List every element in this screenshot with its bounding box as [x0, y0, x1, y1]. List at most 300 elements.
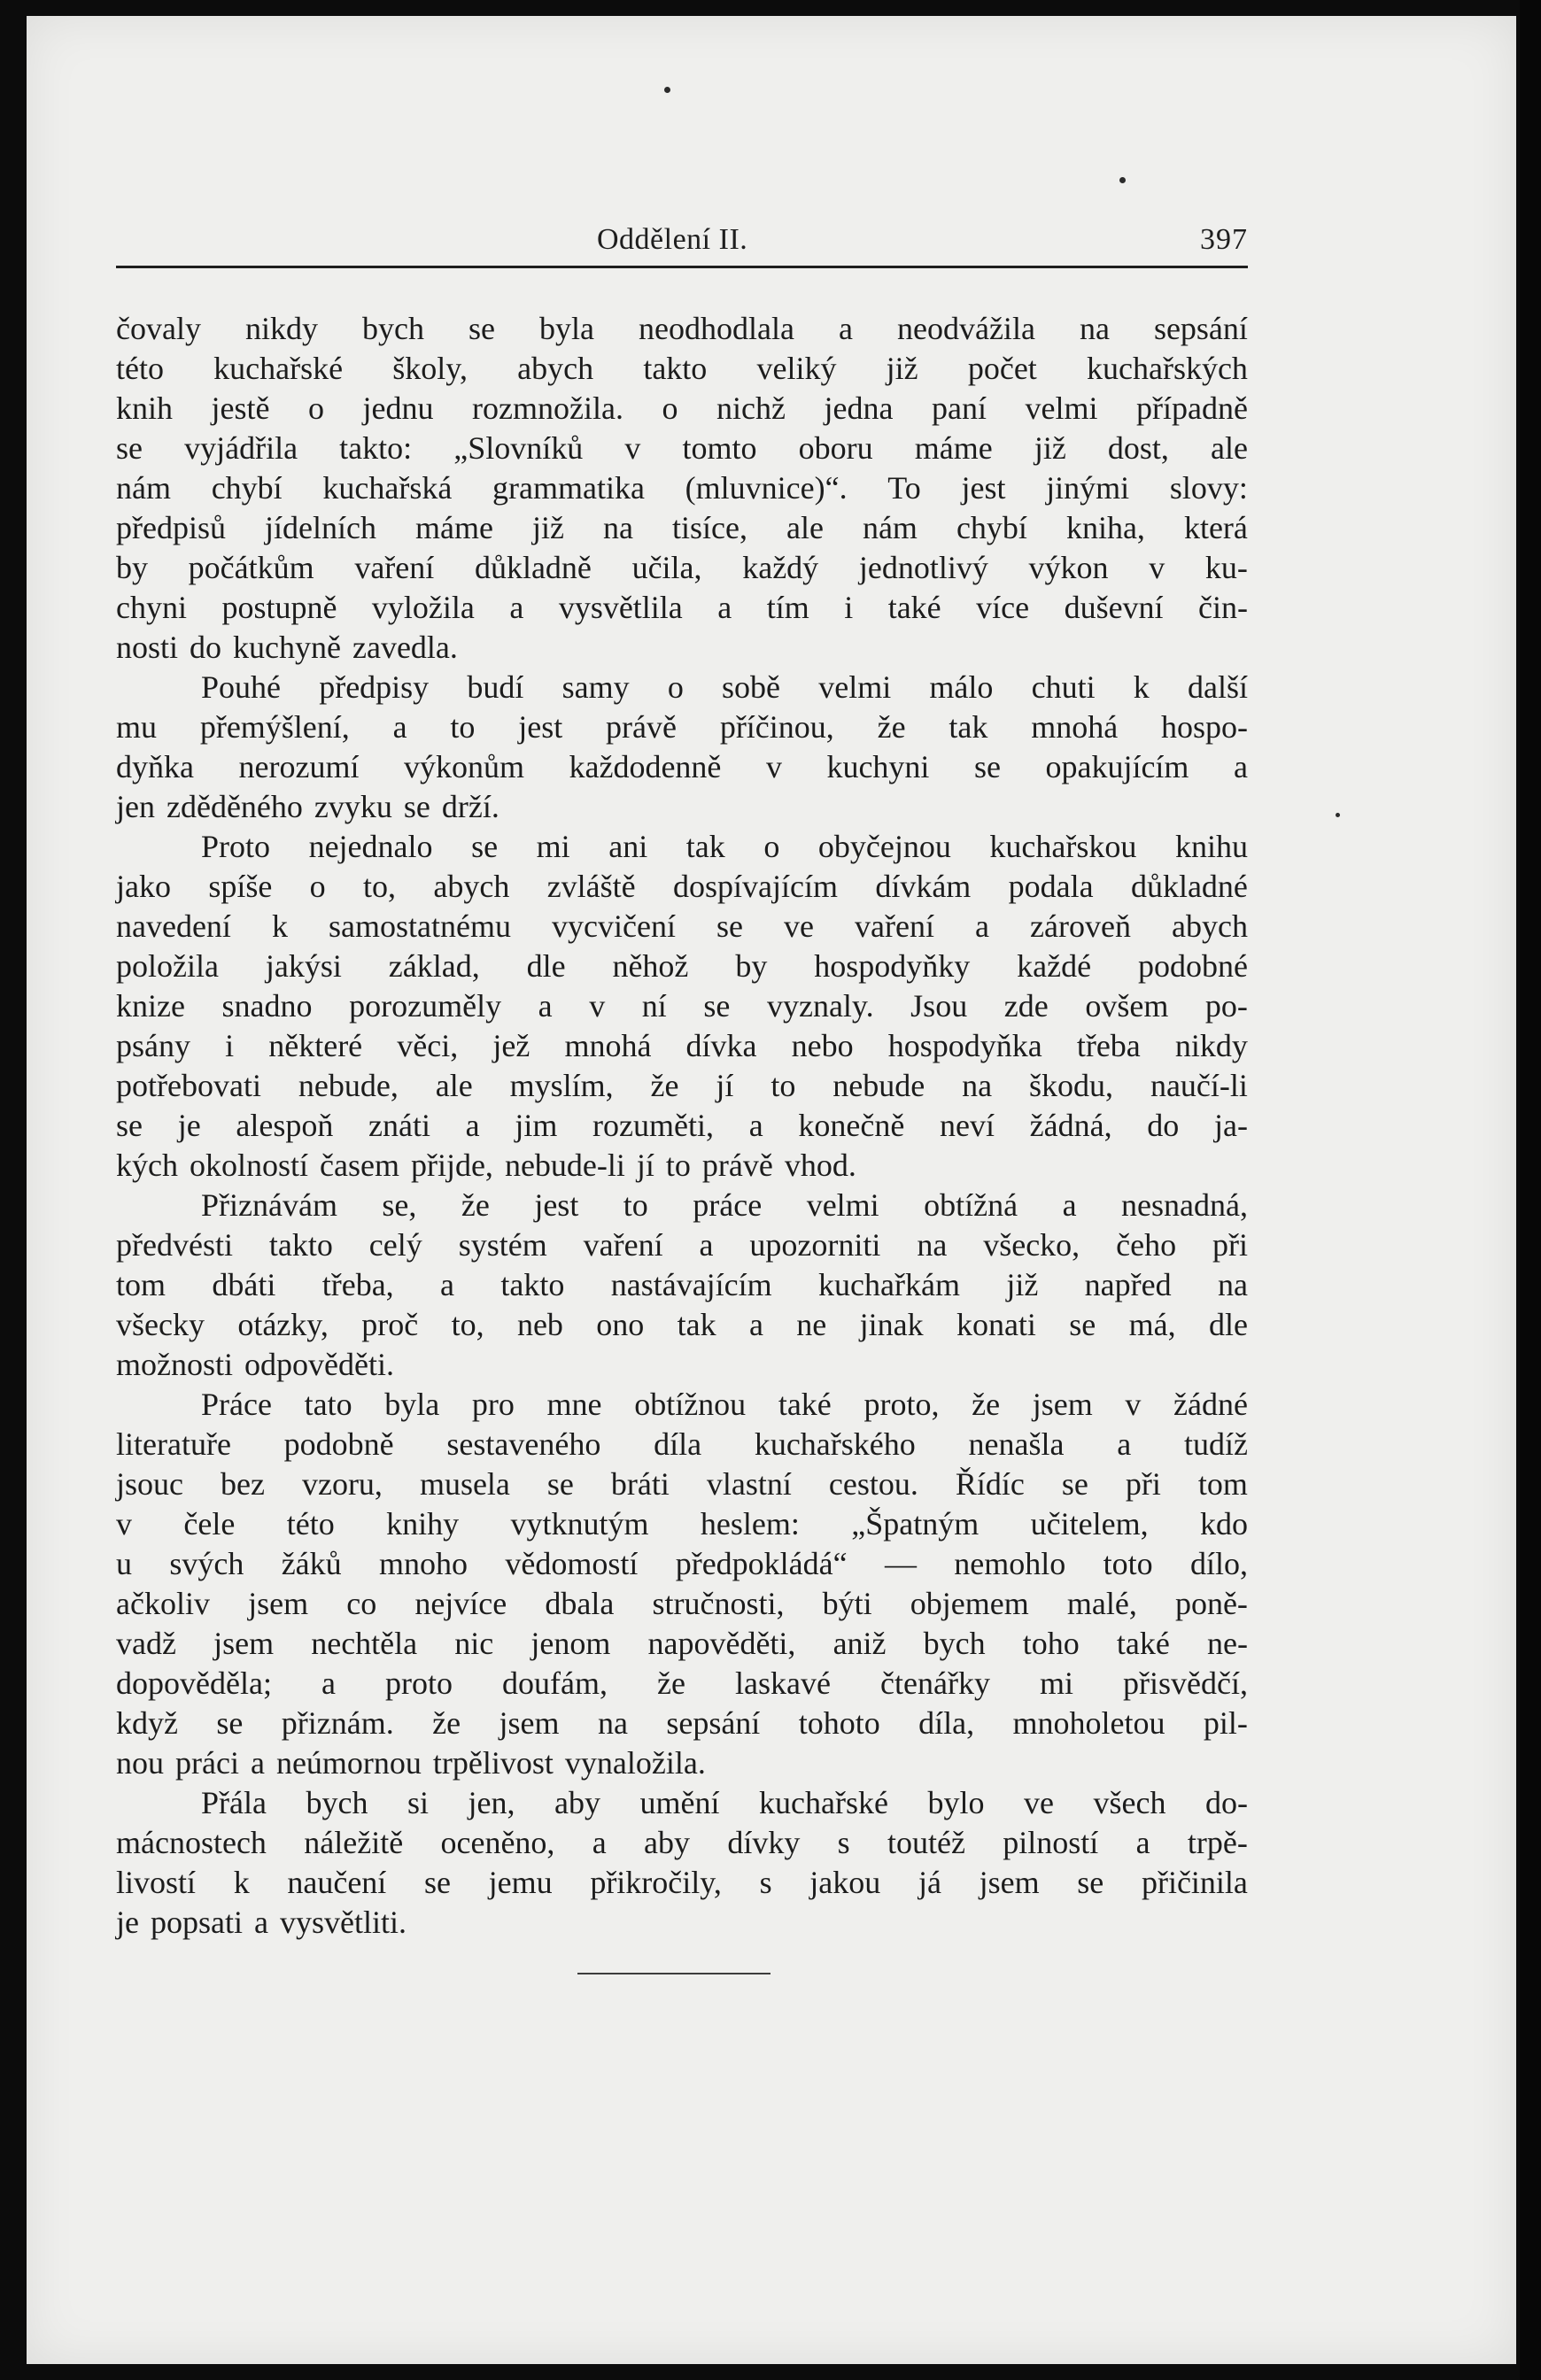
- word: učila,: [631, 550, 702, 585]
- word: vytknutým: [510, 1506, 649, 1542]
- word: tak: [949, 709, 988, 745]
- text-line: [116, 1265, 1248, 1305]
- word: této: [286, 1506, 335, 1542]
- word: toto: [1103, 1546, 1153, 1581]
- word: jsouc: [116, 1466, 183, 1502]
- word: nichž: [716, 390, 786, 426]
- word: by: [735, 948, 768, 984]
- word: abych: [1172, 908, 1248, 944]
- word: takto: [643, 351, 708, 386]
- word: že: [461, 1187, 490, 1223]
- word: také: [1116, 1626, 1170, 1661]
- word: dívkám: [875, 869, 972, 904]
- word: při: [1212, 1227, 1248, 1263]
- word: jsem: [1032, 1387, 1093, 1422]
- word: jakýsi: [265, 948, 342, 984]
- word: nám: [862, 510, 918, 545]
- paragraph: [116, 827, 1248, 1186]
- word: která: [1183, 510, 1248, 545]
- word: ve: [784, 908, 814, 944]
- word: opakujícím: [1045, 749, 1189, 784]
- paper-speck: [664, 87, 670, 93]
- word: právě: [606, 709, 677, 745]
- word: žádné: [1173, 1387, 1248, 1422]
- word: se: [1077, 1865, 1104, 1900]
- word: naučení: [287, 1865, 387, 1900]
- word: a: [699, 1227, 714, 1263]
- word: možnosti: [116, 1347, 233, 1382]
- word: potřebovati: [116, 1068, 261, 1103]
- word: o: [662, 390, 678, 426]
- word: vadž: [116, 1626, 176, 1661]
- word: a: [592, 1825, 607, 1860]
- word: přiznám.: [281, 1705, 394, 1741]
- word: již: [1006, 1267, 1039, 1302]
- word: trpě-: [1187, 1825, 1248, 1860]
- word: jedna: [824, 390, 894, 426]
- word: práce: [693, 1187, 763, 1223]
- word: dyňka: [116, 749, 194, 784]
- text-line: [116, 628, 1248, 668]
- word: snadno: [221, 988, 313, 1024]
- word: dle: [526, 948, 566, 984]
- word: díla: [654, 1426, 702, 1462]
- word: to: [770, 1068, 796, 1103]
- word: nebude: [832, 1068, 925, 1103]
- word: odpověděti.: [244, 1347, 394, 1382]
- word: nikdy: [244, 311, 318, 346]
- word: ale: [1211, 430, 1248, 466]
- word: také: [887, 590, 941, 625]
- word: kuchařské: [213, 351, 344, 386]
- word: umění: [639, 1785, 720, 1820]
- word: také: [778, 1387, 832, 1422]
- word: porozuměly: [349, 988, 502, 1024]
- word: byla: [384, 1387, 440, 1422]
- word: předvésti: [116, 1227, 233, 1263]
- word: jinými: [1046, 470, 1130, 506]
- word: jen: [116, 789, 155, 824]
- word: třeba,: [321, 1267, 394, 1302]
- word: myslím,: [509, 1068, 614, 1103]
- word: na: [962, 1068, 993, 1103]
- word: nerozumí: [238, 749, 360, 784]
- word: proto: [385, 1665, 453, 1701]
- word: vysvětliti.: [279, 1905, 407, 1940]
- word: jí: [636, 1148, 654, 1183]
- word: náležitě: [304, 1825, 404, 1860]
- paper-speck: [1336, 813, 1340, 817]
- word: kuchařská: [322, 470, 453, 506]
- word: grammatika: [492, 470, 645, 506]
- word: nejednalo: [308, 829, 433, 864]
- word: mi: [536, 829, 570, 864]
- word: čele: [183, 1506, 236, 1542]
- word: popsati: [150, 1905, 243, 1940]
- word: dost,: [1107, 430, 1169, 466]
- word: doufám,: [502, 1665, 608, 1701]
- word: vysvětlila: [558, 590, 683, 625]
- word: kých: [116, 1148, 178, 1183]
- word: Přiznávám: [201, 1187, 337, 1223]
- word: To: [887, 470, 921, 506]
- word: a: [250, 1745, 265, 1781]
- word: vhod.: [784, 1148, 856, 1183]
- word: předpisy: [319, 669, 430, 705]
- word: tak: [685, 829, 725, 864]
- word: naučí-li: [1150, 1068, 1248, 1103]
- word: vědomostí: [505, 1546, 639, 1581]
- word: nikdy: [1174, 1028, 1248, 1063]
- word: mnoho: [379, 1546, 468, 1581]
- text-line: [116, 1305, 1248, 1345]
- word: takto:: [339, 430, 413, 466]
- header-rule: [116, 266, 1248, 268]
- word: pro: [471, 1387, 515, 1422]
- text-line: [116, 468, 1248, 508]
- word: učitelem,: [1030, 1506, 1149, 1542]
- word: právě: [701, 1148, 773, 1183]
- word: důkladně: [474, 550, 592, 585]
- word: jsem: [979, 1865, 1040, 1900]
- word: ku-: [1204, 550, 1248, 585]
- word: a: [839, 311, 853, 346]
- word: malé,: [1066, 1586, 1137, 1621]
- word: „Slovníků: [453, 430, 584, 466]
- word: samostatnému: [329, 908, 511, 944]
- word: bych: [306, 1785, 368, 1820]
- word: literatuře: [116, 1426, 231, 1462]
- word: jež: [492, 1028, 530, 1063]
- word: vyložila: [371, 590, 475, 625]
- word: budí: [467, 669, 524, 705]
- word: jen,: [468, 1785, 515, 1820]
- word: a: [392, 709, 407, 745]
- word: třeba: [1076, 1028, 1141, 1063]
- word: a: [1233, 749, 1248, 784]
- word: já: [918, 1865, 941, 1900]
- word: se: [468, 311, 496, 346]
- word: chybí: [956, 510, 1027, 545]
- paragraph: [116, 1385, 1248, 1783]
- word: trpělivost: [432, 1745, 554, 1781]
- word: v: [1149, 550, 1165, 585]
- word: proto,: [863, 1387, 940, 1422]
- text-line: [116, 389, 1248, 429]
- word: se: [716, 908, 743, 944]
- word: knih: [116, 390, 174, 426]
- word: vynaložila.: [564, 1745, 706, 1781]
- word: je: [116, 1905, 139, 1940]
- word: jí: [716, 1068, 734, 1103]
- text-line: [116, 588, 1248, 628]
- page-number: 397: [1200, 223, 1248, 256]
- word: mnohá: [1031, 709, 1119, 745]
- word: takto: [500, 1267, 565, 1302]
- word: na: [597, 1705, 628, 1741]
- word: sepsání: [1153, 311, 1248, 346]
- word: Pouhé: [201, 669, 281, 705]
- word: přikročily,: [590, 1865, 722, 1900]
- word: to,: [363, 869, 397, 904]
- word: aby: [554, 1785, 600, 1820]
- word: na: [1079, 311, 1110, 346]
- text-line: [116, 548, 1248, 588]
- word: kuchařských: [1087, 351, 1248, 386]
- word: otázky,: [237, 1307, 329, 1342]
- word: sestaveného: [446, 1426, 601, 1462]
- word: nám: [116, 470, 171, 506]
- word: jídelních: [265, 510, 376, 545]
- word: toutéž: [887, 1825, 965, 1860]
- word: bráti: [610, 1466, 670, 1502]
- word: hospodyňka: [887, 1028, 1042, 1063]
- word: do: [190, 630, 222, 665]
- word: některé: [268, 1028, 363, 1063]
- word: obyčejnou: [817, 829, 951, 864]
- word: po-: [1204, 988, 1248, 1024]
- word: více: [976, 590, 1030, 625]
- word: každý: [742, 550, 819, 585]
- word: se,: [382, 1187, 417, 1223]
- word: položila: [116, 948, 219, 984]
- word: konečně: [798, 1108, 905, 1143]
- word: nechtěla: [311, 1626, 418, 1661]
- word: se: [973, 749, 1001, 784]
- word: konati: [956, 1307, 1036, 1342]
- word: ne-: [1207, 1626, 1248, 1661]
- word: že: [972, 1387, 1001, 1422]
- word: oceněno,: [440, 1825, 555, 1860]
- text-line: [116, 1743, 1248, 1783]
- word: vyznaly.: [766, 988, 874, 1024]
- word: mi: [1039, 1665, 1073, 1701]
- word: i: [225, 1028, 235, 1063]
- word: tomto: [682, 430, 757, 466]
- word: ono: [596, 1307, 645, 1342]
- word: Jsou: [910, 988, 968, 1024]
- end-rule: [577, 1973, 770, 1974]
- word: u: [116, 1546, 132, 1581]
- word: věci,: [397, 1028, 459, 1063]
- word: pilností: [1003, 1825, 1099, 1860]
- word: jestě: [211, 390, 270, 426]
- word: že: [877, 709, 906, 745]
- word: podobné: [1137, 948, 1248, 984]
- word: co: [346, 1586, 377, 1621]
- word: vycvičení: [552, 908, 676, 944]
- word: hospo-: [1160, 709, 1248, 745]
- word: výkon: [1028, 550, 1109, 585]
- text-line: [116, 1464, 1248, 1504]
- word: by: [116, 550, 148, 585]
- word: a: [748, 1108, 763, 1143]
- word: vyjádřila: [184, 430, 298, 466]
- word: nenašla: [968, 1426, 1065, 1462]
- word: v: [589, 988, 606, 1024]
- word: se: [471, 829, 499, 864]
- scan-edge: [1520, 0, 1541, 2380]
- word: k: [271, 908, 288, 944]
- word: že: [650, 1068, 679, 1103]
- word: chuti: [1031, 669, 1096, 705]
- word: a: [748, 1307, 763, 1342]
- text-line: [116, 1066, 1248, 1106]
- text-line: [116, 1106, 1248, 1146]
- text-line: [116, 1863, 1248, 1903]
- word: o: [309, 869, 326, 904]
- word: ja-: [1213, 1108, 1248, 1143]
- word: mácnostech: [116, 1825, 267, 1860]
- word: již: [531, 510, 564, 545]
- word: ní: [641, 988, 667, 1024]
- word: upozorniti: [749, 1227, 881, 1263]
- word: jinak: [859, 1307, 924, 1342]
- word: nebo: [791, 1028, 854, 1063]
- word: nic: [454, 1626, 494, 1661]
- word: —: [884, 1546, 917, 1581]
- word: o: [308, 390, 325, 426]
- word: již: [886, 351, 918, 386]
- word: a: [1117, 1426, 1132, 1462]
- word: další: [1187, 669, 1248, 705]
- word: chybí: [211, 470, 283, 506]
- word: že: [657, 1665, 685, 1701]
- word: předpisů: [116, 510, 226, 545]
- word: čovaly: [116, 311, 201, 346]
- word: rozuměti,: [592, 1108, 714, 1143]
- text-line: [116, 1345, 1248, 1385]
- word: jednotlivý: [858, 550, 988, 585]
- text-line: [116, 508, 1248, 548]
- word: a: [538, 988, 553, 1024]
- word: každodenně: [569, 749, 722, 784]
- word: s: [837, 1825, 850, 1860]
- word: heslem:: [700, 1506, 800, 1542]
- word: nemohlo: [954, 1546, 1066, 1581]
- word: se: [423, 1865, 451, 1900]
- word: díla,: [918, 1705, 975, 1741]
- word: práci: [175, 1745, 239, 1781]
- text-line: [116, 309, 1248, 349]
- word: jest: [534, 1187, 579, 1223]
- word: a: [465, 1108, 480, 1143]
- word: psány: [116, 1028, 190, 1063]
- word: pil-: [1203, 1705, 1248, 1741]
- text-line: [116, 1584, 1248, 1624]
- word: kuchařské: [759, 1785, 888, 1820]
- word: na: [917, 1227, 948, 1263]
- word: (mluvnice)“.: [685, 470, 848, 506]
- word: se: [1061, 1466, 1088, 1502]
- word: se: [546, 1466, 574, 1502]
- word: kdo: [1200, 1506, 1248, 1542]
- word: drží.: [441, 789, 499, 824]
- word: a: [509, 590, 524, 625]
- word: a: [717, 590, 732, 625]
- word: neví: [939, 1108, 995, 1143]
- word: se: [116, 1108, 143, 1143]
- word: zároveň: [1030, 908, 1131, 944]
- word: tohoto: [798, 1705, 880, 1741]
- word: velmi: [806, 1187, 879, 1223]
- text-line: [116, 1823, 1248, 1863]
- word: při: [1125, 1466, 1161, 1502]
- word: a: [440, 1267, 455, 1302]
- word: systém: [458, 1227, 547, 1263]
- text-line: [116, 1146, 1248, 1186]
- text-line: [116, 349, 1248, 389]
- word: této: [116, 351, 164, 386]
- word: počátkům: [188, 550, 314, 585]
- word: jest: [961, 470, 1006, 506]
- text-line: [116, 668, 1248, 707]
- word: kuchyně: [233, 630, 341, 665]
- word: sobě: [722, 669, 781, 705]
- word: předpokládá“: [675, 1546, 848, 1581]
- word: a: [975, 908, 989, 944]
- word: důkladné: [1130, 869, 1248, 904]
- word: bych: [362, 311, 424, 346]
- word: jakou: [809, 1865, 881, 1900]
- word: knize: [116, 988, 185, 1024]
- word: napověděti,: [647, 1626, 796, 1661]
- word: proč: [361, 1307, 419, 1342]
- word: jsem: [248, 1586, 309, 1621]
- word: jako: [116, 869, 171, 904]
- word: cestou.: [828, 1466, 918, 1502]
- word: ani: [608, 829, 648, 864]
- word: knihu: [1174, 829, 1248, 864]
- word: tak: [677, 1307, 716, 1342]
- word: všecky: [116, 1307, 205, 1342]
- word: mnohá: [564, 1028, 652, 1063]
- word: velmi: [1025, 390, 1098, 426]
- word: dospívajícím: [672, 869, 838, 904]
- word: Řídíc: [955, 1466, 1025, 1502]
- word: neúmornou: [275, 1745, 422, 1781]
- word: vaření: [855, 908, 934, 944]
- word: případně: [1135, 390, 1248, 426]
- word: čin-: [1198, 590, 1248, 625]
- paragraph: [116, 668, 1248, 827]
- word: neodvážila: [897, 311, 1035, 346]
- word: i: [844, 590, 854, 625]
- word: rozmnožila.: [472, 390, 623, 426]
- word: podala: [1008, 869, 1094, 904]
- word: livostí: [116, 1865, 197, 1900]
- word: v: [765, 749, 782, 784]
- text-line: [116, 827, 1248, 867]
- word: tom: [1197, 1466, 1248, 1502]
- word: to,: [451, 1307, 484, 1342]
- word: málo: [929, 669, 994, 705]
- word: přemýšlení,: [199, 709, 350, 745]
- word: obtížná: [924, 1187, 1018, 1223]
- word: aniž: [832, 1626, 887, 1661]
- word: když: [116, 1705, 178, 1741]
- word: o: [763, 829, 780, 864]
- word: žáků: [281, 1546, 342, 1581]
- word: kuchyni: [826, 749, 930, 784]
- word: v: [624, 430, 641, 466]
- word: všech: [1093, 1785, 1166, 1820]
- word: školy,: [392, 351, 468, 386]
- word: podobně: [283, 1426, 394, 1462]
- word: to: [623, 1187, 648, 1223]
- word: nejvíce: [414, 1586, 507, 1621]
- word: chyni: [116, 590, 187, 625]
